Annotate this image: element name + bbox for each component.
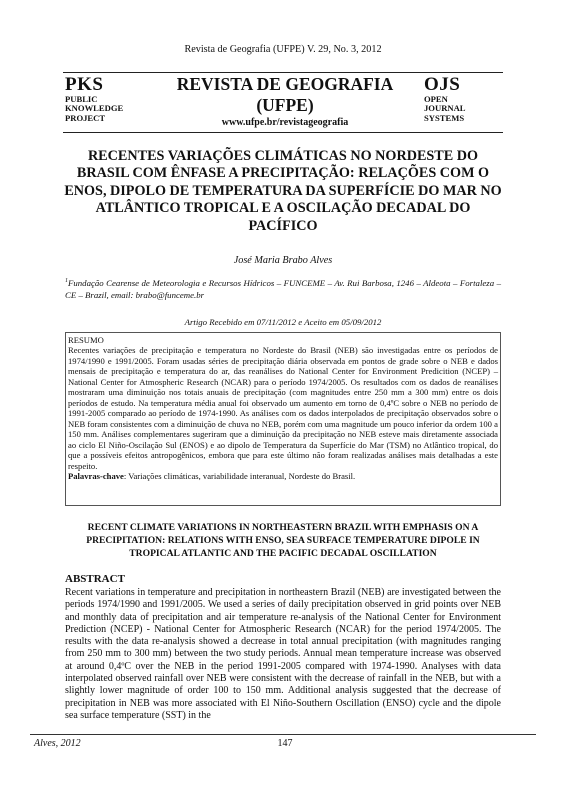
- journal-title-line-1: REVISTA DE GEOGRAFIA: [176, 74, 394, 94]
- author-name: José Maria Brabo Alves: [233, 255, 333, 266]
- running-head: Revista de Geografia (UFPE) V. 29, No. 3, 2012: [184, 44, 382, 55]
- resumo-keywords: [68, 471, 498, 482]
- journal-masthead: [63, 72, 503, 134]
- author-affiliation: [65, 275, 501, 302]
- keywords-label: Palavras-chave: [68, 471, 124, 481]
- pks-logo-title: PKS: [65, 74, 104, 95]
- ojs-line-1: OPEN: [424, 94, 448, 104]
- article-title-pt: RECENTES VARIAÇÕES CLIMÁTICAS NO NORDESTE DO BRASIL COM ÊNFASE A PRECIPITAÇÃO: RELAÇÕES COM O ENOS, DIPOLO DE TEMPERATURA DA SUPERFÍCIE DO MAR NO ATLÂNTICO TROPICAL E A OSCILAÇÃO DECADAL DO PACÍFICO: [64, 148, 502, 234]
- resumo-text: Recentes variações de precipitação e temperatura no Nordeste do Brasil (NEB) são investigadas entre os períodos de 1974/1990 e 1991/2005. Foram usadas séries de precipitação diária observada em pontos de grade sobre o NEB e dados mensais de precipitação e temperatura do ar, das reanálises do National Center for Environment Predicition (NCEP) – National Center for Atmospheric Research (NCAR) para o período 1974/2005. Os resultados com os dados de reanálises mostraram uma diminuição nos totais anuais de precipitação (com magnitudes entre 250 mm a 300 mm) entre os dois períodos de estudo. Na temperatura média anual foi observado um aumento em torno de 0,4ºC sobre o NEB no período de 1991-2005 comparado ao período de 1974-1990. As análises com os dados interpolados de precipitação observados sobre o NEB foram consistentes com a diminuição de chuva no NEB, porém com uma magnitude um pouco inferior da ordem 100 a 150 mm. Análises complementares sugeriram que a diminuição da precipitação no NEB esteve mais diretamente associada ao ciclo El Niño-Oscilação Sul (ENOS) e ao dipolo de Temperatura da Superfície do Mar (TSM) no Atlântico tropical, do que a possíveis efeitos antropogênicos, embora que para este último não foram realizadas análises mais detalhadas a este respeito.: [68, 345, 498, 471]
- resumo-box: [65, 332, 501, 506]
- masthead-bottom-rule: [63, 132, 503, 133]
- received-dates: Artigo Recebido em 07/11/2012 e Aceito em 05/09/2012: [184, 317, 382, 327]
- affiliation-mark: 1: [65, 278, 68, 284]
- affiliation-text: Fundação Cearense de Meteorologia e Recursos Hídricos – FUNCEME – Av. Rui Barbosa, 1246 – Aldeota – Fortaleza – CE – Brazil, email: brabo@funceme.br: [65, 277, 501, 301]
- pks-line-3: PROJECT: [65, 112, 106, 123]
- ojs-logo-title: OJS: [424, 74, 461, 95]
- ojs-logo: [424, 75, 466, 123]
- abstract-heading: ABSTRACT: [65, 573, 125, 585]
- abstract-text: Recent variations in temperature and precipitation in northeastern Brazil (NEB) are investigated between the periods 1974/1990 and 1991/2005. We used a series of daily precipitation observed in grid points over NEB and monthly data of precipitation and air temperature re-analysis of the National Center for Environment Prediction (NCEP) - National Center for Atmospheric Research (NCAR) for the period 1974/2005. The results with the data re-analysis showed a decrease in total annual precipitation (with magnitudes ranging from 250 mm to 300 mm) between the two study periods. Annual mean temperature increase was observed at around 0,4ºC over the NEB in the period 1991-2005 compared with 1974-1990. Analyses with data interpolated observed rainfall over NEB were consistent with the decrease of rainfall in the NEB, but with a slightly lower magnitude of order 100 to 150 mm. Additional analysis suggested that the decrease of precipitation in NEB was more associated with El Niño-Southern Oscillation (ENSO) cycle and the dipole sea surface temperature (SST) in the: [65, 587, 501, 721]
- journal-title-line-2: (UFPE): [256, 95, 314, 115]
- journal-url: www.ufpe.br/revistageografia: [221, 117, 349, 128]
- footer-citation: Alves, 2012: [34, 738, 81, 749]
- masthead-center: [155, 74, 415, 128]
- ojs-line-3: SYSTEMS: [424, 112, 465, 123]
- pks-line-1: PUBLIC: [65, 94, 98, 104]
- page-number: 147: [277, 738, 293, 749]
- footer-rule: [30, 734, 536, 735]
- keywords-text: : Variações climáticas, variabilidade interanual, Nordeste do Brasil.: [123, 471, 356, 481]
- masthead-top-rule: [63, 72, 503, 73]
- resumo-heading: RESUMO: [68, 335, 104, 345]
- ojs-line-2: JOURNAL: [424, 103, 466, 114]
- article-title-en: RECENT CLIMATE VARIATIONS IN NORTHEASTERN BRAZIL WITH EMPHASIS ON A PRECIPITATION: RELATIONS WITH ENSO, SEA SURFACE TEMPERATURE DIPOLE IN TROPICAL ATLANTIC AND THE PACIFIC DECADAL OSCILLATION: [86, 522, 480, 559]
- pks-line-2: KNOWLEDGE: [65, 103, 124, 114]
- pks-logo: [65, 75, 123, 123]
